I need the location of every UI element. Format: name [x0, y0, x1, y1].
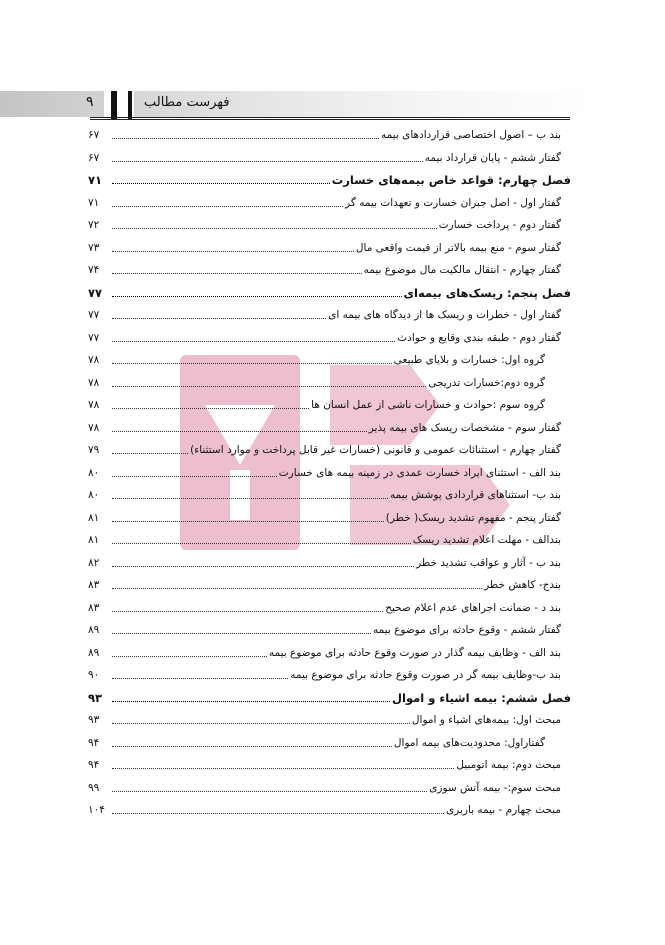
dot-leader [112, 746, 392, 747]
toc-row[interactable] [88, 462, 571, 485]
toc-row[interactable] [88, 484, 571, 507]
toc-entry-page: ۸۲ [88, 556, 100, 569]
toc-entry-title: گفتار دوم - طبقه بندی وقایع و حوادث [397, 331, 561, 344]
toc-row[interactable] [88, 372, 571, 395]
page-number: ۹ [86, 95, 94, 110]
toc-row[interactable] [88, 732, 571, 755]
toc-entry-title: گروه اول: خسارات و بلایای طبیعی [393, 354, 545, 367]
header-rule-bottom [90, 119, 570, 120]
toc-entry-title: بند الف - وظایف بیمه گذار در صورت وقوع حادثه برای موضوع بیمه [268, 646, 561, 659]
dot-leader [112, 251, 354, 252]
header-bar-thick [111, 91, 117, 119]
toc-chapter-row[interactable] [88, 282, 571, 305]
dot-leader [112, 273, 362, 274]
toc-entry-page: ۸۰ [88, 466, 100, 479]
toc-entry-page: ۷۱ [88, 196, 100, 209]
toc-entry-page: ۷۸ [88, 354, 100, 367]
toc-row[interactable] [88, 574, 571, 597]
toc-entry-title: گفتار ششم - پایان قرارداد بیمه [424, 151, 561, 164]
dot-leader [112, 161, 423, 162]
toc-entry-page: ۷۴ [88, 264, 100, 277]
toc-row[interactable] [88, 642, 571, 665]
toc-entry-page: ۹۴ [88, 736, 100, 749]
toc-entry-page: ۷۷ [88, 331, 100, 344]
toc-entry-title: بندالف - مهلت اعلام تشدید ریسک [412, 534, 561, 547]
toc-row[interactable] [88, 417, 571, 440]
dot-leader [112, 791, 427, 792]
toc-entry-page: ۶۷ [88, 129, 100, 142]
dot-leader [112, 296, 402, 297]
dot-leader [112, 656, 267, 657]
toc-entry-title: گفتار سوم - منع بیمه بالاتر از قیمت واقعی مال [355, 241, 561, 254]
toc-entry-title: بند ب – اصول اختصاصی قراردادهای بیمه [380, 129, 561, 142]
header-bar-thin [128, 91, 132, 119]
toc-row[interactable] [88, 192, 571, 215]
toc-row[interactable] [88, 709, 571, 732]
toc-entry-page: ۷۳ [88, 241, 100, 254]
toc-row[interactable] [88, 394, 571, 417]
dot-leader [112, 183, 330, 184]
dot-leader [112, 813, 444, 814]
table-of-contents [88, 124, 571, 822]
toc-entry-page: ۱۰۴ [88, 804, 105, 817]
toc-entry-title: فصل پنجم: ریسک‌های بیمه‌ای [403, 285, 571, 300]
toc-entry-title: گروه سوم :حوادث و خسارات ناشی از عمل انسان ها [311, 399, 545, 412]
toc-entry-title: گفتار چهارم - انتقال مالکیت مال موضوع بیمه [363, 264, 561, 277]
toc-entry-page: ۷۷ [88, 309, 100, 322]
toc-row[interactable] [88, 259, 571, 282]
toc-entry-page: ۷۹ [88, 444, 100, 457]
toc-row[interactable] [88, 349, 571, 372]
running-title: فهرست مطالب [144, 95, 230, 110]
dot-leader [112, 678, 288, 679]
dot-leader [112, 723, 410, 724]
toc-row[interactable] [88, 507, 571, 530]
toc-row[interactable] [88, 214, 571, 237]
toc-row[interactable] [88, 439, 571, 462]
toc-entry-page: ۸۹ [88, 646, 100, 659]
toc-entry-title: گفتاراول: محدودیت‌های بیمه اموال [393, 736, 545, 749]
toc-entry-title: بند د - ضمانت اجراهای عدم اعلام صحیح [385, 601, 561, 614]
toc-entry-title: مبحث دوم: بیمه اتومبیل [456, 759, 561, 772]
toc-row[interactable] [88, 619, 571, 642]
dot-leader [112, 341, 395, 342]
toc-entry-page: ۹۹ [88, 781, 100, 794]
toc-entry-title: مبحث اول: بیمه‌های اشیاء و اموال [411, 714, 561, 727]
toc-entry-title: فصل ششم: بیمه اشیاء و اموال [392, 690, 571, 705]
toc-entry-page: ۷۸ [88, 399, 100, 412]
dot-leader [112, 431, 367, 432]
toc-entry-page: ۸۳ [88, 601, 100, 614]
toc-entry-page: ۷۷ [88, 285, 103, 300]
toc-row[interactable] [88, 237, 571, 260]
toc-entry-title: گفتار چهارم - استثنائات عمومی و قانونی (خسارات غیر قابل پرداخت و موارد استثناء) [190, 444, 561, 457]
toc-entry-page: ۹۳ [88, 714, 100, 727]
toc-row[interactable] [88, 597, 571, 620]
dot-leader [112, 408, 309, 409]
dot-leader [112, 521, 384, 522]
toc-row[interactable] [88, 552, 571, 575]
toc-entry-page: ۷۱ [88, 173, 103, 188]
toc-row[interactable] [88, 799, 571, 822]
toc-entry-title: گفتار سوم - مشخصات ریسک های بیمه پذیر [368, 421, 561, 434]
toc-entry-page: ۸۹ [88, 624, 100, 637]
dot-leader [112, 543, 411, 544]
toc-entry-page: ۷۸ [88, 421, 100, 434]
toc-entry-title: بند ب- استثناهای قراردادی پوشش بیمه [390, 489, 561, 502]
toc-entry-title: فصل چهارم: قواعد خاص بیمه‌های خسارت [331, 173, 571, 188]
header-rule-top [90, 117, 570, 118]
toc-row[interactable] [88, 304, 571, 327]
toc-entry-title: بند الف - استثنای ایراد خسارت عمدی در زمینه بیمه های خسارت [278, 466, 561, 479]
dot-leader [112, 611, 383, 612]
dot-leader [112, 633, 371, 634]
toc-row[interactable] [88, 327, 571, 350]
toc-entry-page: ۷۲ [88, 219, 100, 232]
toc-entry-title: گفتار دوم - پرداخت خسارت [438, 219, 561, 232]
toc-entry-title: گفتار پنجم - مفهوم تشدید ریسک( خطر) [385, 511, 561, 524]
toc-row[interactable] [88, 754, 571, 777]
toc-entry-page: ۸۳ [88, 579, 100, 592]
dot-leader [112, 566, 414, 567]
dot-leader [112, 138, 379, 139]
toc-chapter-row[interactable] [88, 687, 571, 710]
toc-entry-page: ۹۳ [88, 690, 103, 705]
dot-leader [112, 476, 277, 477]
toc-entry-page: ۸۰ [88, 489, 100, 502]
toc-entry-title: بندج- کاهش خطر [484, 579, 561, 592]
toc-row[interactable] [88, 777, 571, 800]
toc-entry-title: مبحث چهارم - بیمه باربری [445, 804, 561, 817]
dot-leader [112, 386, 426, 387]
toc-entry-title: گفتار ششم - وقوع حادثه برای موضوع بیمه [372, 624, 561, 637]
toc-entry-page: ۹۴ [88, 759, 100, 772]
toc-row[interactable] [88, 147, 571, 170]
dot-leader [112, 228, 437, 229]
toc-entry-title: بند ب-وظایف بیمه گر در صورت وقوع حادثه برای موضوع بیمه [290, 669, 561, 682]
dot-leader [112, 701, 390, 702]
toc-entry-page: ۸۱ [88, 534, 100, 547]
dot-leader [112, 318, 326, 319]
dot-leader [112, 588, 482, 589]
toc-row[interactable] [88, 529, 571, 552]
dot-leader [112, 206, 343, 207]
toc-entry-title: گفتار اول - اصل جبران خسارت و تعهدات بیمه گر [345, 196, 561, 209]
toc-row[interactable] [88, 124, 571, 147]
dot-leader [112, 498, 388, 499]
toc-entry-page: ۹۰ [88, 669, 100, 682]
toc-entry-title: بند ب - آثار و عواقب تشدید خطر [416, 556, 561, 569]
toc-entry-title: گفتار اول - خطرات و ریسک ها از دیدگاه های بیمه ای [328, 309, 561, 322]
dot-leader [112, 363, 392, 364]
toc-chapter-row[interactable] [88, 169, 571, 192]
toc-row[interactable] [88, 664, 571, 687]
toc-entry-title: مبحث سوم:- بیمه آتش سوزی [429, 781, 561, 794]
toc-entry-page: ۶۷ [88, 151, 100, 164]
toc-entry-page: ۸۱ [88, 511, 100, 524]
toc-entry-title: گروه دوم:خسارات تدریجی [428, 376, 545, 389]
dot-leader [112, 453, 188, 454]
toc-entry-page: ۷۸ [88, 376, 100, 389]
dot-leader [112, 768, 454, 769]
